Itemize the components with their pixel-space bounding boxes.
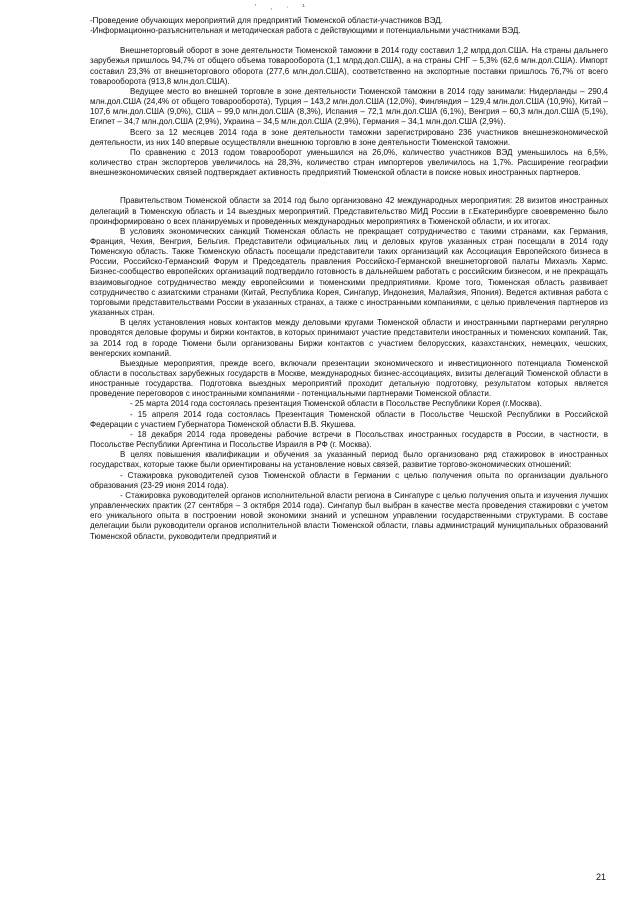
paragraph-sanctions-cooperation: В условиях экономических санкций Тюменская область не прекращает сотрудничество с такими странами, как Германия, Франция, Чехия, Венгрия, Бельгия. Представители официальных лиц и деловых кругов указанных стран посещали в 2014 году Тюменскую область. Также Тюменскую область посещали представители таких организаций как Ассоциация Европейского бизнеса в России, Российско-Германский Форум и Председатель правления Российско-Германской внешнеторговой палаты Михаэль Хармс. Бизнес-сообщество европейских организаций подтвердило готовность в дальнейшем работать с российским бизнесом, и не прекращать взаимовыгодное сотрудничество между европейскими и тюменскими предприятиями. Кроме того, Тюменская область развивает сотрудничество с азиатскими странами (Китай, Республика Корея, Сингапур, Индонезия, Малайзия, Япония). Ведется активная работа с торговыми представительствами России в указанных странах, а также с иностранными компаниями, с целью привлечения партнеров из указанных стран. [90,226,608,318]
list-item-korea-presentation: - 25 марта 2014 года состоялась презентация Тюменской области в Посольстве Республики Корея (г.Москва). [130,399,542,409]
paragraph-leading-partners: Ведущее место во внешней торговле в зоне деятельности Тюменской таможни в 2014 году занимали: Нидерланды – 290,4 млн.дол.США (24,4% от общего товарооборота), Турция – 143,2 млн.дол.США (12,0%), Финляндия – 129,4 млн.дол.США (10,9%), Китай – 107,6 млн.дол.США (9,0%), США – 99,0 млн.дол.США (8,3%), Испания – 72,1 млн.дол.США (6,1%), Венгрия – 60,3 млн.дол.США (5,1%), Египет – 34,7 млн.дол.США (2,9%), Украина – 34,5 млн.дол.США (2,9%), Германия – 34,1 млн.дол.США (2,9%). [90,86,608,127]
list-item-singapore-internship: - Стажировка руководителей органов исполнительной власти региона в Сингапуре с целью получения опыта и изучения лучших управленческих практик (27 сентября – 3 октября 2014 года). Сингапур был выбран в качестве места проведения стажировки с учетом его уникального опыта в построении новой экономики знаний и успешном управлении государственными структурами. В составе делегации были руководители органов исполнительной власти Тюменской области, главы администраций муниципальных образований Тюменской области, руководители предприятий и [90,490,608,541]
paragraph-outbound-events: Выездные мероприятия, прежде всего, включали презентации экономического и инвестиционного потенциала Тюменской области в посольствах зарубежных государств в Москве, международных бизнес-ассоциациях, визиты делегаций Тюменской области в иностранные государства. Подготовка выездных мероприятий проходит детальную подготовку, результатом которых является проведение переговоров с иностранными компаниями - потенциальными партнерами Тюменской области. [90,358,608,399]
paragraph-ved-training: -Проведение обучающих мероприятий для предприятий Тюменской области-участников ВЭД. [90,16,443,25]
page-body [90,16,608,542]
list-item-czech-presentation: - 15 апреля 2014 года состоялась Презентация Тюменской области в Посольстве Чешской Республики в Российской Федерации с участием Губернатора Тюменской области В.В. Якушева. [90,409,608,429]
paragraph-ved-info: -Информационно-разъяснительная и методическая работа с действующими и потенциальными участниками ВЭД. [90,26,521,36]
list-item-embassy-meetings: - 18 декабря 2014 года проведены рабочие встречи в Посольствах иностранных государств в России, в частности, в Посольстве Республики Аргентина и Посольстве Израиля в РФ (г. Москва). [90,429,608,450]
list-item-germany-internship: - Стажировка руководителей сузов Тюменской области в Германии с целью получения опыта по организации дуального образования (23-29 июня 2014 года). [90,470,608,490]
paragraph-internships: В целях повышения квалификации и обучения за указанный период было организовано ряд стажировок в иностранных государствах, которые также были ориентированы на установление новых связей, развитие торгово-экономических отношений: [90,450,608,470]
paragraph-international-events: Правительством Тюменской области за 2014 год было организовано 42 международных мероприятия: 28 визитов иностранных делегаций в Тюменскую область и 14 выездных мероприятий. Представительство МИД России в г.Екатеринбурге своевременно было проинформировано о всех планируемых и проведенных международных мероприятиях в Тюменской области, и их итогах. [90,196,608,226]
scan-marks: ' , · ¹ [255,4,311,11]
paragraph-trade-turnover: Внешнеторговый оборот в зоне деятельности Тюменской таможни в 2014 году составил 1,2 млрд.дол.США. На страны дальнего зарубежья пришлось 94,7% от общего объема товарооборота (1,1 млрд.дол.США), а на страны СНГ – 5,3% (62,6 млн.дол.США). Импорт составил 23,3% от внешнеторгового оборота (277,6 млн.дол.США), соответственно на экспортные поставки пришлось 76,7% от всего товарооборота (913,8 млн.дол.США). [90,46,608,86]
paragraph-business-forums: В целях установления новых контактов между деловыми кругами Тюменской области и иностранными партнерами регулярно проводятся деловые форумы и биржи контактов, в которых принимают участие представители иностранных и тюменских компаний. Так, за 2014 год в городе Тюмени были организованы Биржи контактов с участием белорусских, казахстанских, немецких, чешских, венгерских компаний. [90,318,608,358]
paragraph-comparison-2013: По сравнению с 2013 годом товарооборот уменьшился на 26,0%, количество участников ВЭД уменьшилось на 6,5%, количество стран экспортеров увеличилось на 28,3%, количество стран импортеров увеличилось на 1,7%. Расширение географии внешнеэкономических связей подтверждает активность предприятий Тюменской области в поиске новых иностранных партнеров. [90,147,608,178]
paragraph-participants-registered: Всего за 12 месяцев 2014 года в зоне деятельности таможни зарегистрировано 236 участников внешнеэкономической деятельности, из них 140 впервые осуществляли внешнюю торговлю в зоне деятельности Тюменской таможни. [90,127,608,147]
page-number: 21 [595,872,606,882]
